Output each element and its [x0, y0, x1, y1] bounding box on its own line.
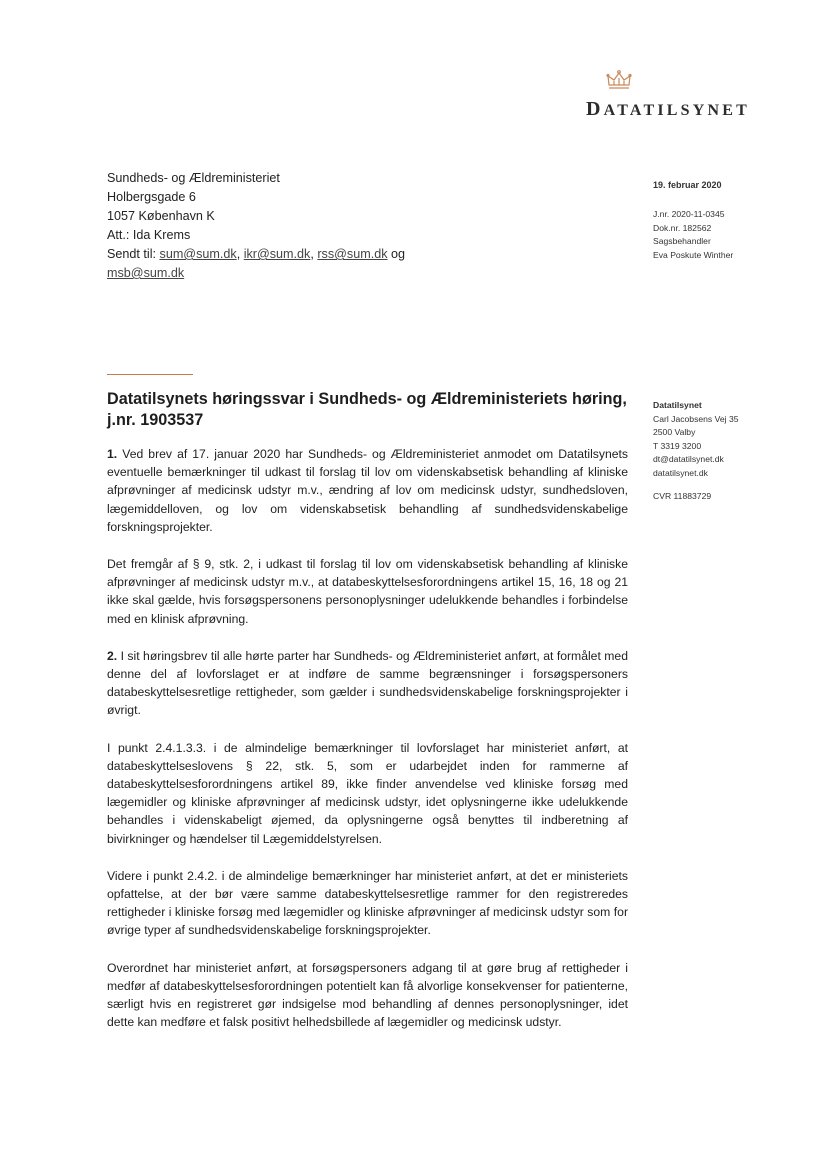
paragraph: Overordnet har ministeriet anført, at forsøgspersoners adgang til at gøre brug af rettigheder i medfør af databeskyttelsesforordningen potentielt kan få alvorlige konsekvenser for patienterne, særligt hvis en registreret gør indsigelse mod behandling af dennes personoplysninger, idet dette kan medføre et falsk positivt helhedsbillede af lægemidler og medicinsk udstyr. [107, 960, 628, 1030]
email-link[interactable]: ikr@sum.dk [243, 247, 311, 261]
recipient-line: 1057 København K [107, 209, 215, 223]
recipient-line: Holbergsgade 6 [107, 190, 196, 204]
org-email: dt@datatilsynet.dk [653, 454, 724, 465]
org-name: Datatilsynet [653, 400, 702, 410]
caseworker-label: Sagsbehandler [653, 236, 711, 247]
journal-number: J.nr. 2020-11-0345 [653, 209, 725, 219]
section-number: 1. [107, 447, 118, 461]
brand-wordmark [586, 98, 750, 121]
recipient-line: Sundheds- og Ældreministeriet [107, 171, 280, 185]
caseworker-name: Eva Poskute Winther [653, 249, 734, 260]
letter-title: Datatilsynets høringssvar i Sundheds- og Ældreministeriets høring, j.nr. 1903537 [107, 390, 627, 429]
sent-to-line [107, 245, 405, 264]
paragraph-text: Ved brev af 17. januar 2020 har Sundheds- og Ældreministeriet anmodet om Datatilsynets eventuelle bemærkninger til udkast til forslag til lov om videnskabsetisk behandling af kliniske afprøvninger af medicinsk udstyr m.v., ændring af lov om medicinsk udstyr, sundhedsloven, lægemiddelloven, og lov om videnskabsetisk behandling af sundhedsvidenskabelige forskningsprojekter. [107, 447, 628, 534]
reference-block [653, 208, 733, 262]
org-city: 2500 Valby [653, 427, 696, 438]
logo [606, 70, 632, 96]
org-street: Carl Jacobsens Vej 35 [653, 413, 739, 424]
org-web: datatilsynet.dk [653, 467, 708, 478]
email-link[interactable]: msb@sum.dk [107, 266, 185, 280]
org-cvr: CVR 11883729 [653, 490, 712, 501]
org-phone: T 3319 3200 [653, 440, 702, 451]
crown-icon [606, 70, 632, 92]
section-number: 2. [107, 648, 118, 663]
separator: , [310, 247, 314, 261]
email-link[interactable]: sum@sum.dk [159, 247, 237, 261]
separator: og [391, 247, 406, 261]
paragraph [107, 647, 628, 720]
recipient-address [107, 169, 405, 283]
sent-to-label: Sendt til: [107, 247, 157, 261]
email-link[interactable]: rss@sum.dk [317, 247, 388, 261]
document-number: Dok.nr. 182562 [653, 222, 712, 233]
paragraph: I punkt 2.4.1.3.3. i de almindelige bemærkninger til lovforslaget har ministeriet anført, at databeskyttelseslovens § 22, stk. 5, som er udarbejdet inden for rammerne af databeskyttelsesforordningens artikel 89, ikke finder anvendelse ved kliniske forsøg med lægemidler og kliniske afprøvninger af medicinsk udstyr, idet oplysningerne ikke udelukkende behandles i videnskabeligt øjemed, da oplysningerne også benyttes til indberetning af bivirkninger og hændelser til Lægemiddelstyrelsen. [107, 740, 628, 846]
paragraph [107, 445, 628, 536]
letter-body [107, 445, 628, 1050]
paragraph: Videre i punkt 2.4.2. i de almindelige bemærkninger har ministeriet anført, at det er ministeriets opfattelse, at der bør være samme databeskyttelsesretlige rammer for den registreredes rettigheder i kliniske forsøg med lægemidler og kliniske afprøvninger af medicinsk udstyr som for øvrige typer af sundhedsvidenskabelige forskningsprojekter. [107, 868, 628, 938]
separator: , [236, 247, 241, 261]
paragraph-text: I sit høringsbrev til alle hørte parter har Sundheds- og Ældreministeriet anført, at formålet med denne del af lovforslaget er at indføre de samme begrænsninger i forsøgspersoners databeskyttelsesretlige rettigheder, som gælder i sundhedsvidenskabelige forskningsprojekter i øvrigt. [107, 648, 628, 718]
brand-rest: ATATILSYNET [603, 102, 750, 119]
letter-date: 19. februar 2020 [653, 180, 722, 190]
recipient-line: Att.: Ida Krems [107, 228, 191, 242]
sender-address [653, 399, 739, 503]
brand-initial: D [586, 98, 604, 120]
paragraph: Det fremgår af § 9, stk. 2, i udkast til forslag til lov om videnskabsetisk behandling af kliniske afprøvninger af medicinsk udstyr m.v., at databeskyttelsesforordningens artikel 15, 16, 18 og 21 ikke skal gælde, hvis forsøgspersonens personoplysninger udelukkende behandles i forbindelse med en klinisk afprøvning. [107, 557, 628, 626]
divider [107, 374, 193, 375]
